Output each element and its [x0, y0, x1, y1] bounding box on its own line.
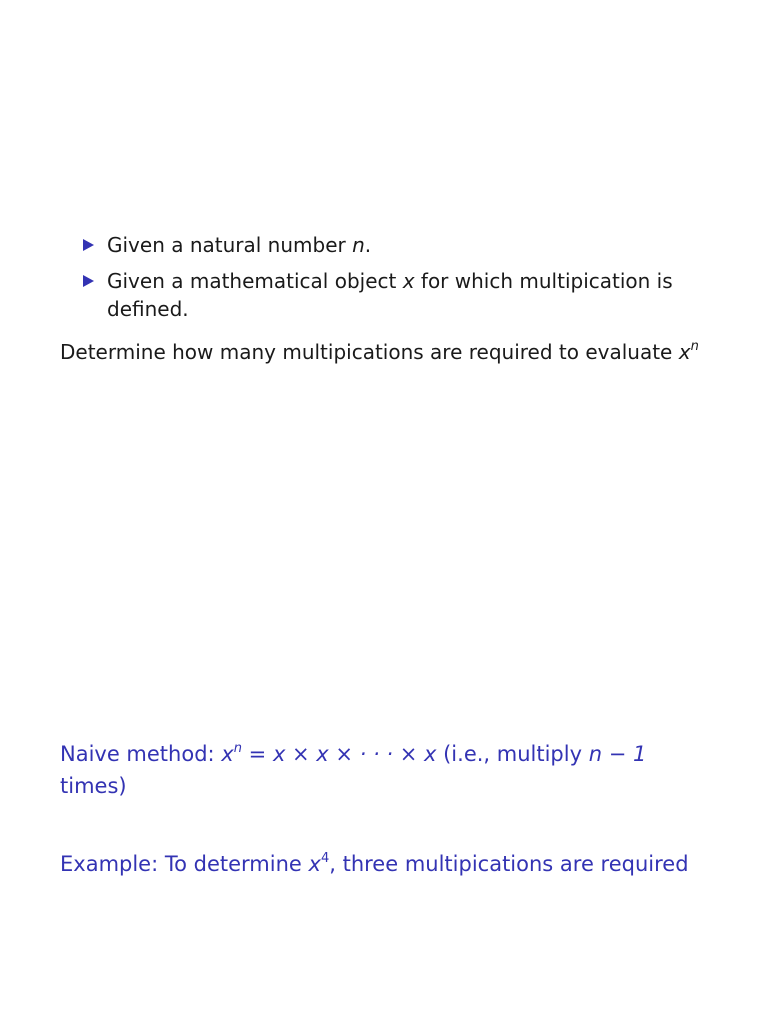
example-text — [60, 850, 689, 882]
naive-lhs-exponent: n — [233, 741, 242, 756]
bullet-list — [80, 231, 720, 331]
naive-paren-open: (i.e., multiply — [436, 742, 589, 766]
bullet-text: Given a natural number — [107, 233, 353, 257]
example-prefix: Example: To determine — [60, 852, 309, 876]
naive-lhs-base: x — [221, 742, 234, 766]
triangle-bullet-icon — [83, 239, 94, 251]
naive-method — [60, 740, 700, 801]
bullet-item-math-object — [80, 267, 720, 323]
question-text — [60, 338, 699, 370]
example-base: x — [308, 852, 321, 876]
triangle-bullet-icon — [83, 275, 94, 287]
bullet-item-natural-number — [80, 231, 720, 259]
naive-paren-close: times) — [60, 774, 127, 798]
naive-rhs: x × x × · · · × x — [272, 742, 437, 766]
bullet-tail: . — [364, 233, 372, 257]
bullet-variable: n — [352, 233, 365, 257]
question-base: x — [678, 340, 691, 364]
example-exponent: 4 — [320, 851, 330, 866]
question-body: Determine how many multipications are required to evaluate — [60, 340, 679, 364]
bullet-tail: for which multipication is defined. — [107, 269, 673, 321]
bullet-variable: x — [402, 269, 415, 293]
example-suffix: , three multipications are required — [329, 852, 689, 876]
naive-n-expr: n − 1 — [588, 742, 647, 766]
naive-label: Naive method: — [60, 742, 222, 766]
bullet-text: Given a mathematical object — [107, 269, 403, 293]
question-exponent: n — [690, 339, 699, 354]
naive-equals: = — [241, 742, 273, 766]
